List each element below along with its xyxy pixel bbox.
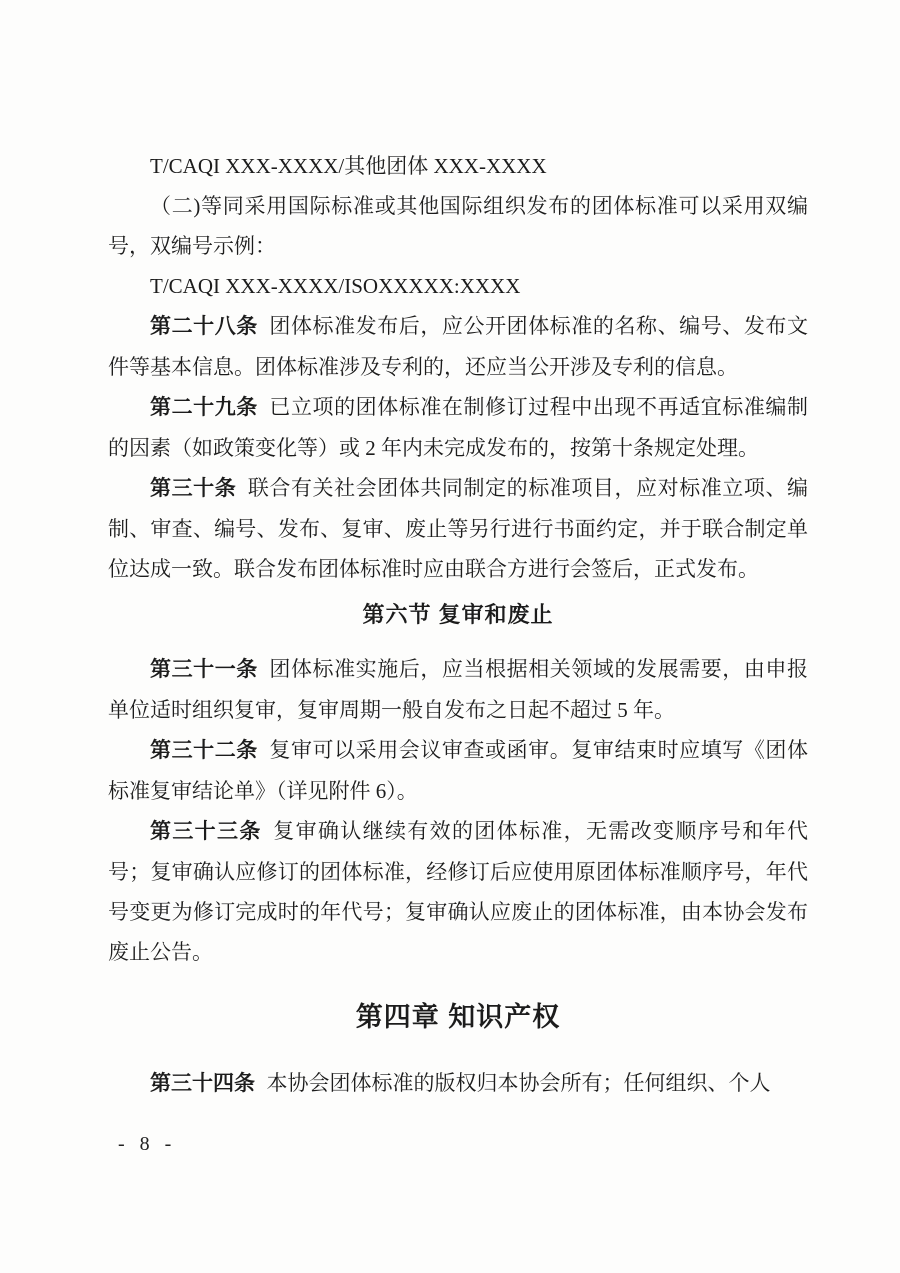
document-body <box>108 146 808 1104</box>
page-number: - 8 - <box>118 1133 177 1155</box>
article-31-paragraph <box>108 649 808 730</box>
article-33-paragraph <box>108 811 808 972</box>
article-32-paragraph <box>108 730 808 811</box>
article-34-number: 第三十四条 <box>150 1072 255 1095</box>
article-34-text: 本协会团体标准的版权归本协会所有；任何组织、个人 <box>266 1071 771 1095</box>
article-29-text: 已立项的团体标准在制修订过程中出现不再适宜标准编制的因素（如政策变化等）或 2 年内未完成发布的，按第十条规定处理。 <box>108 395 809 460</box>
section-6-heading: 第六节 复审和废止 <box>362 602 554 627</box>
article-32-number: 第三十二条 <box>150 739 258 762</box>
article-30-text: 联合有关社会团体共同制定的标准项目，应对标准立项、编制、审查、编号、发布、复审、废止等另行进行书面约定，并于联合制定单位达成一致。联合发布团体标准时应由联合方进行会签后，正式发布。 <box>108 476 809 581</box>
article-31-number: 第三十一条 <box>150 658 258 681</box>
article-30-number: 第三十条 <box>150 477 237 500</box>
article-32-text: 复审可以采用会议审查或函审。复审结束时应填写《团体标准复审结论单》（详见附件 6）。 <box>108 738 809 803</box>
article-29-number: 第二十九条 <box>150 396 258 419</box>
chapter-4-heading: 第四章 知识产权 <box>355 1002 561 1032</box>
article-31-text: 团体标准实施后，应当根据相关领域的发展需要，由申报单位适时组织复审，复审周期一般自发布之日起不超过 5 年。 <box>108 657 809 722</box>
article-30-paragraph <box>108 468 808 589</box>
article-28-number: 第二十八条 <box>150 315 258 338</box>
article-34-paragraph <box>108 1063 808 1104</box>
standard-number-example: T/CAQI XXX-XXXX/其他团体 XXX-XXXX <box>150 154 547 178</box>
standard-number-example-iso: T/CAQI XXX-XXXX/ISOXXXXX:XXXX <box>150 274 521 298</box>
article-33-text: 复审确认继续有效的团体标准，无需改变顺序号和年代号；复审确认应修订的团体标准，经修订后应使用原团体标准顺序号，年代号变更为修订完成时的年代号；复审确认应废止的团体标准，由本协会发布废止公告。 <box>108 819 809 964</box>
list-item-paragraph: （二)等同采用国际标准或其他国际组织发布的团体标准可以采用双编号，双编号示例： <box>108 194 808 258</box>
article-33-number: 第三十三条 <box>150 820 262 843</box>
article-28-text: 团体标准发布后，应公开团体标准的名称、编号、发布文件等基本信息。团体标准涉及专利的，还应当公开涉及专利的信息。 <box>108 314 809 379</box>
article-29-paragraph <box>108 387 808 468</box>
article-28-paragraph <box>108 306 808 387</box>
